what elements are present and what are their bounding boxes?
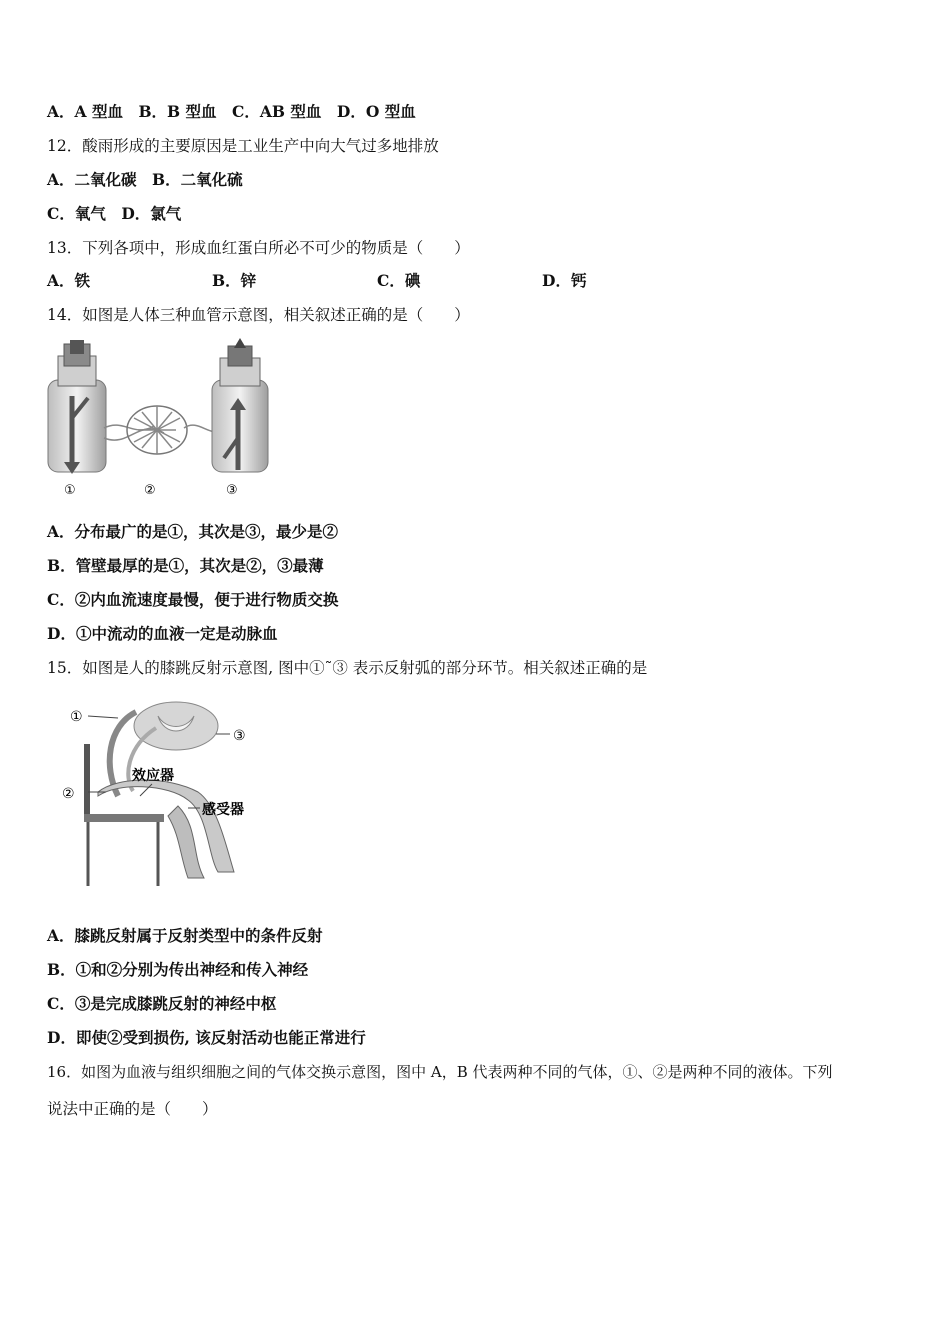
q15-option-c: C．③是完成膝跳反射的神经中枢 [47, 994, 277, 1013]
capillary-illustration [104, 406, 224, 454]
q13-option-c: C．碘 [377, 271, 421, 290]
q13-option-a: A．铁 [47, 271, 91, 290]
q14-option-a: A．分布最广的是①，其次是③，最少是② [47, 522, 339, 541]
knee-reflex-figure [58, 696, 268, 888]
q15-option-a: A．膝跳反射属于反射类型中的条件反射 [47, 926, 323, 945]
figure-label-3: ③ [226, 483, 238, 498]
q12-options-cd: C．氧气 D．氯气 [47, 204, 182, 223]
q15-option-d: D．即使②受到损伤, 该反射活动也能正常进行 [47, 1028, 366, 1047]
q14-option-c: C．②内血流速度最慢，便于进行物质交换 [47, 590, 339, 609]
reflex-label-3: ③ [233, 728, 246, 744]
q14-option-d: D．①中流动的血液一定是动脉血 [47, 624, 278, 643]
q13-option-d: D．钙 [542, 271, 587, 290]
figure-label-1: ① [64, 483, 76, 498]
q16-stem-line2: 说法中正确的是（ ） [47, 1100, 218, 1118]
blood-vessels-figure [44, 338, 274, 500]
reflex-label-2: ② [62, 786, 75, 802]
q16-stem-line1: 16．如图为血液与组织细胞之间的气体交换示意图，图中 A，B 代表两种不同的气体，①、②是两种不同的液体。下列 [47, 1063, 833, 1081]
figure-label-2: ② [144, 483, 156, 498]
q12-options-ab: A．二氧化碳 B．二氧化硫 [47, 170, 243, 189]
vein-illustration [212, 338, 268, 472]
effector-label: 效应器 [132, 768, 174, 784]
q11-options: A．A 型血 B．B 型血 C．AB 型血 D．O 型血 [47, 102, 416, 121]
artery-illustration [48, 340, 106, 474]
q14-option-b: B．管壁最厚的是①，其次是②，③最薄 [47, 556, 324, 575]
q13-option-b: B．锌 [212, 271, 257, 290]
q15-option-b: B．①和②分别为传出神经和传入神经 [47, 960, 309, 979]
q12-stem: 12．酸雨形成的主要原因是工业生产中向大气过多地排放 [47, 137, 439, 155]
q15-stem: 15．如图是人的膝跳反射示意图, 图中①˜③ 表示反射弧的部分环节。相关叙述正确的是 [47, 659, 648, 677]
q14-stem: 14．如图是人体三种血管示意图，相关叙述正确的是（ ） [47, 306, 470, 324]
receptor-label: 感受器 [202, 802, 244, 818]
q13-stem: 13．下列各项中，形成血红蛋白所必不可少的物质是（ ） [47, 239, 470, 257]
reflex-label-1: ① [70, 709, 83, 725]
